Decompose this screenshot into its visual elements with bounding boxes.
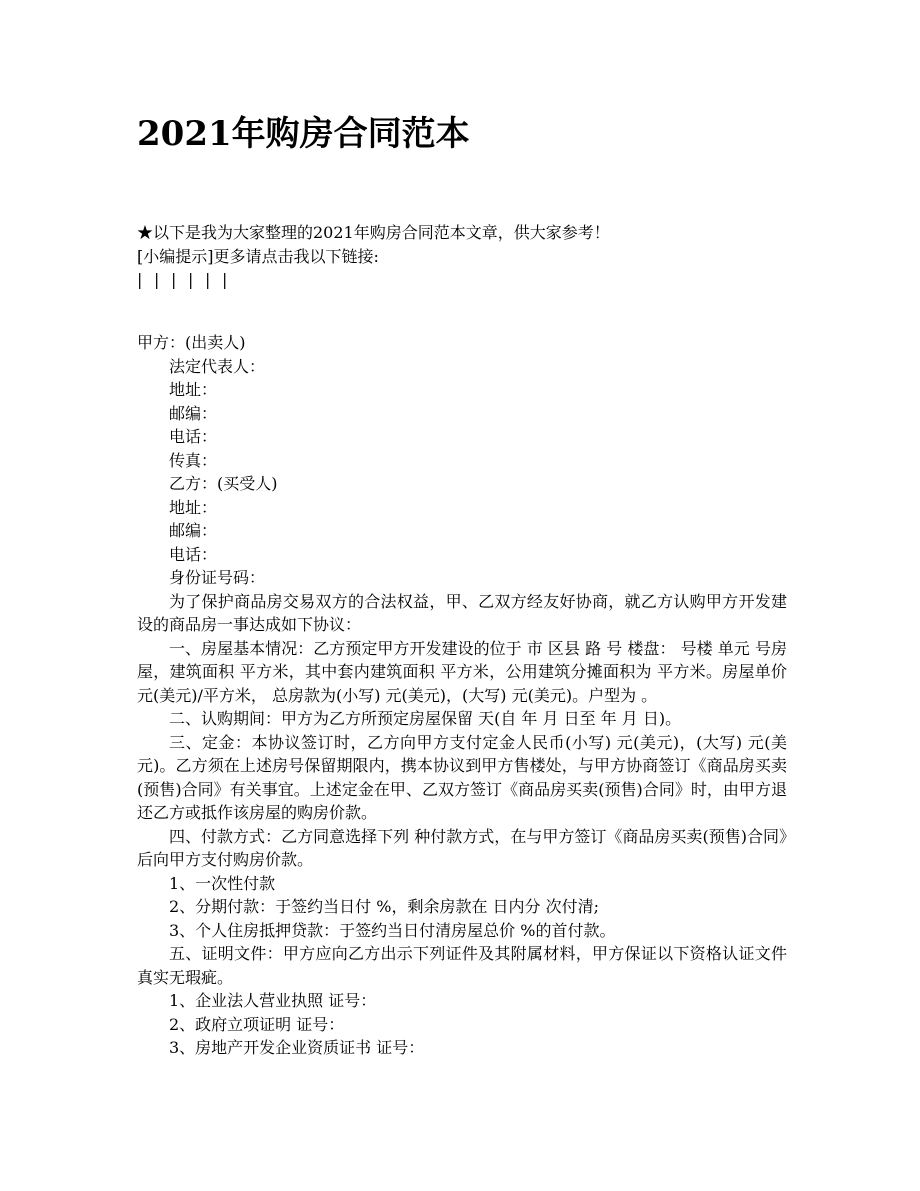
clause-deposit: 三、定金：本协议签订时，乙方向甲方支付定金人民币(小写) 元(美元)，(大写) 元(美元)。乙方须在上述房号保留期限内，携本协议到甲方售楼处，与甲方协商签订《商品房买卖(预售)合同》有关事宜。上述定金在甲、乙双方签订《商品房买卖(预售)合同》时，由甲方退还乙方或抵作该房屋的购房价款。 <box>137 732 787 822</box>
link-separator[interactable]: | <box>137 270 143 289</box>
preamble-paragraph: 为了保护商品房交易双方的合法权益，甲、乙双方经友好协商，就乙方认购甲方开发建设的商品房一事达成如下协议： <box>137 591 787 634</box>
party-a-postcode-field: 邮编： <box>169 403 218 423</box>
certificate-project-approval: 2、政府立项证明 证号： <box>169 1014 345 1034</box>
intro-line: ★以下是我为大家整理的2021年购房合同范本文章，供大家参考！ <box>137 223 610 242</box>
party-b-postcode-field: 邮编： <box>169 521 218 540</box>
payment-option-installment: 2、分期付款：于签约当日付 %，剩余房款在 日内分 次付清; <box>169 897 600 916</box>
party-b-address-field: 地址： <box>169 497 218 517</box>
certificate-developer-qualification: 3、房地产开发企业资质证书 证号： <box>169 1038 425 1057</box>
party-b-id-field: 身份证号码： <box>169 568 266 587</box>
party-b-phone-field: 电话： <box>169 544 218 564</box>
party-b-heading: 乙方：(买受人) <box>169 474 278 493</box>
clause-certificates: 五、证明文件：甲方应向乙方出示下列证件及其附属材料，甲方保证以下资格认证文件真实无瑕疵。 <box>137 944 787 987</box>
link-separator[interactable]: | <box>205 270 211 289</box>
link-separator[interactable]: | <box>188 270 194 289</box>
clause-house-info: 一、房屋基本情况：乙方预定甲方开发建设的位于 市 区县 路 号 楼盘： 号楼 单元 号房屋，建筑面积 平方米，其中套内建筑面积 平方米，公用建筑分摊面积为 平方米。房屋单价 元(美元)/平方米， 总房款为(小写) 元(美元)，(大写) 元(美元)。户型为 。 <box>137 638 787 705</box>
link-separator[interactable]: | <box>154 270 160 289</box>
link-separator[interactable]: | <box>222 270 228 289</box>
clause-subscription-period: 二、认购期间：甲方为乙方所预定房屋保留 天(自 年 月 日至 年 月 日)。 <box>169 709 682 728</box>
document-title: 2021年购房合同范本 <box>137 114 470 154</box>
intro-block <box>137 221 787 292</box>
legal-representative-field: 法定代表人： <box>169 356 266 376</box>
certificate-business-license: 1、企业法人营业执照 证号： <box>169 991 377 1010</box>
contract-body <box>137 331 787 1060</box>
link-separator[interactable]: | <box>171 270 177 289</box>
payment-option-lump-sum: 1、一次性付款 <box>169 873 276 893</box>
clause-payment-method: 四、付款方式：乙方同意选择下列 种付款方式，在与甲方签订《商品房买卖(预售)合同》后向甲方支付购房价款。 <box>137 826 787 869</box>
editor-tip: [小编提示]更多请点击我以下链接: <box>137 246 379 266</box>
party-a-heading: 甲方：(出卖人) <box>137 333 246 352</box>
party-a-address-field: 地址： <box>169 380 218 399</box>
party-a-phone-field: 电话： <box>169 427 218 446</box>
party-a-fax-field: 传真： <box>169 450 218 470</box>
link-list <box>137 268 787 292</box>
payment-option-mortgage: 3、个人住房抵押贷款：于签约当日付清房屋总价 %的首付款。 <box>169 920 616 940</box>
